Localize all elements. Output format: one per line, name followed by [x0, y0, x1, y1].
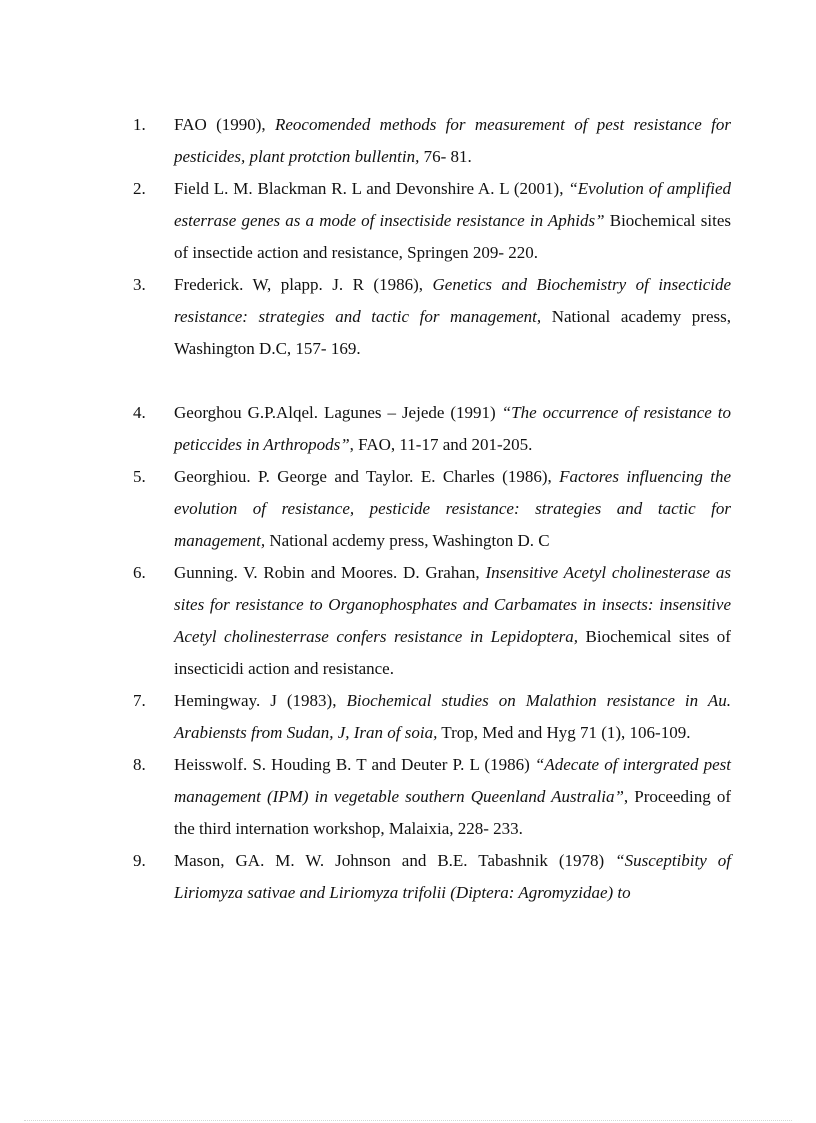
- reference-title-italic: “Susceptibity of Liriomyza sativae and Liriomyza trifolii (Diptera: Agromyzidae) to: [174, 851, 731, 902]
- reference-item: [133, 173, 731, 269]
- reference-text-segment: Mason, GA. M. W. Johnson and B.E. Tabashnik (1978): [174, 851, 616, 870]
- reference-text-segment: Biochemical sites of insecticidi action and resistance.: [174, 627, 731, 678]
- reference-item: [133, 397, 731, 461]
- reference-text: [174, 461, 731, 557]
- reference-text-segment: Field L. M. Blackman R. L and Devonshire A. L (2001),: [174, 179, 569, 198]
- reference-title-italic: “Evolution of amplified esterrase genes as a mode of insectiside resistance in Aphids”: [174, 179, 731, 230]
- reference-text: [174, 685, 731, 749]
- page-bottom-rule: [24, 1120, 792, 1121]
- reference-item: [133, 749, 731, 845]
- reference-number: 9.: [133, 851, 146, 870]
- reference-item: [133, 685, 731, 749]
- reference-text-segment: 76- 81.: [419, 147, 472, 166]
- reference-title-italic: Genetics and Biochemistry of insecticide resistance: strategies and tactic for management,: [174, 275, 732, 326]
- reference-text-segment: Hemingway. J (1983),: [174, 691, 347, 710]
- reference-text: [174, 173, 731, 269]
- reference-text-segment: Georghou G.P.Alqel. Lagunes – Jejede (1991): [174, 403, 502, 422]
- reference-number: 2.: [133, 179, 146, 198]
- reference-text: [174, 749, 731, 845]
- reference-text-segment: Georghiou. P. George and Taylor. E. Charles (1986),: [174, 467, 560, 486]
- reference-text-segment: Frederick. W, plapp. J. R (1986),: [174, 275, 433, 294]
- reference-text-segment: Gunning. V. Robin and Moores. D. Grahan,: [174, 563, 486, 582]
- reference-gap: [133, 365, 731, 397]
- reference-text-segment: Heisswolf. S. Houding B. T and Deuter P. L (1986): [174, 755, 535, 774]
- reference-title-italic: Biochemical studies on Malathion resistance in Au. Arabiensts from Sudan, J, Iran of soia,: [174, 691, 731, 742]
- reference-text-segment: FAO (1990),: [174, 115, 275, 134]
- reference-item: [133, 557, 731, 685]
- reference-item: [133, 109, 731, 173]
- reference-text-segment: National academy press, Washington D.C, 157- 169.: [174, 307, 731, 358]
- reference-number: 6.: [133, 563, 146, 582]
- reference-number: 8.: [133, 755, 146, 774]
- reference-number: 1.: [133, 115, 146, 134]
- reference-text-segment: , Proceeding of the third internation workshop, Malaixia, 228- 233.: [174, 787, 731, 838]
- reference-list: [133, 109, 731, 909]
- reference-text: [174, 109, 731, 173]
- reference-text-segment: Trop, Med and Hyg 71 (1), 106-109.: [437, 723, 691, 742]
- reference-title-italic: Factores influencing the evolution of resistance, pesticide resistance: strategies and tactic for management,: [174, 467, 731, 550]
- reference-item: [133, 269, 731, 365]
- reference-text-segment: Biochemical sites of insectide action and resistance, Springen 209- 220.: [174, 211, 732, 262]
- reference-text-segment: , FAO, 11-17 and 201-205.: [349, 435, 533, 454]
- reference-text: [174, 269, 731, 365]
- reference-title-italic: “Adecate of intergrated pest management (IPM) in vegetable southern Queenland Australia”: [174, 755, 731, 806]
- reference-item: [133, 845, 731, 909]
- reference-title-italic: Insensitive Acetyl cholinesterase as sites for resistance to Organophosphates and Carbamates in insects: insensitive Acetyl cholinesterrase confers resistance in Lepidoptera,: [174, 563, 731, 646]
- reference-title-italic: Reocomended methods for measurement of pest resistance for pesticides, plant protction bullentin,: [174, 115, 731, 166]
- reference-number: 7.: [133, 691, 146, 710]
- reference-number: 3.: [133, 275, 146, 294]
- reference-number: 4.: [133, 403, 146, 422]
- reference-text-segment: National acdemy press, Washington D. C: [265, 531, 550, 550]
- reference-text: [174, 397, 731, 461]
- reference-item: [133, 461, 731, 557]
- reference-number: 5.: [133, 467, 146, 486]
- reference-title-italic: “The occurrence of resistance to peticcides in Arthropods”: [174, 403, 731, 454]
- reference-text: [174, 557, 731, 685]
- reference-text: [174, 845, 731, 909]
